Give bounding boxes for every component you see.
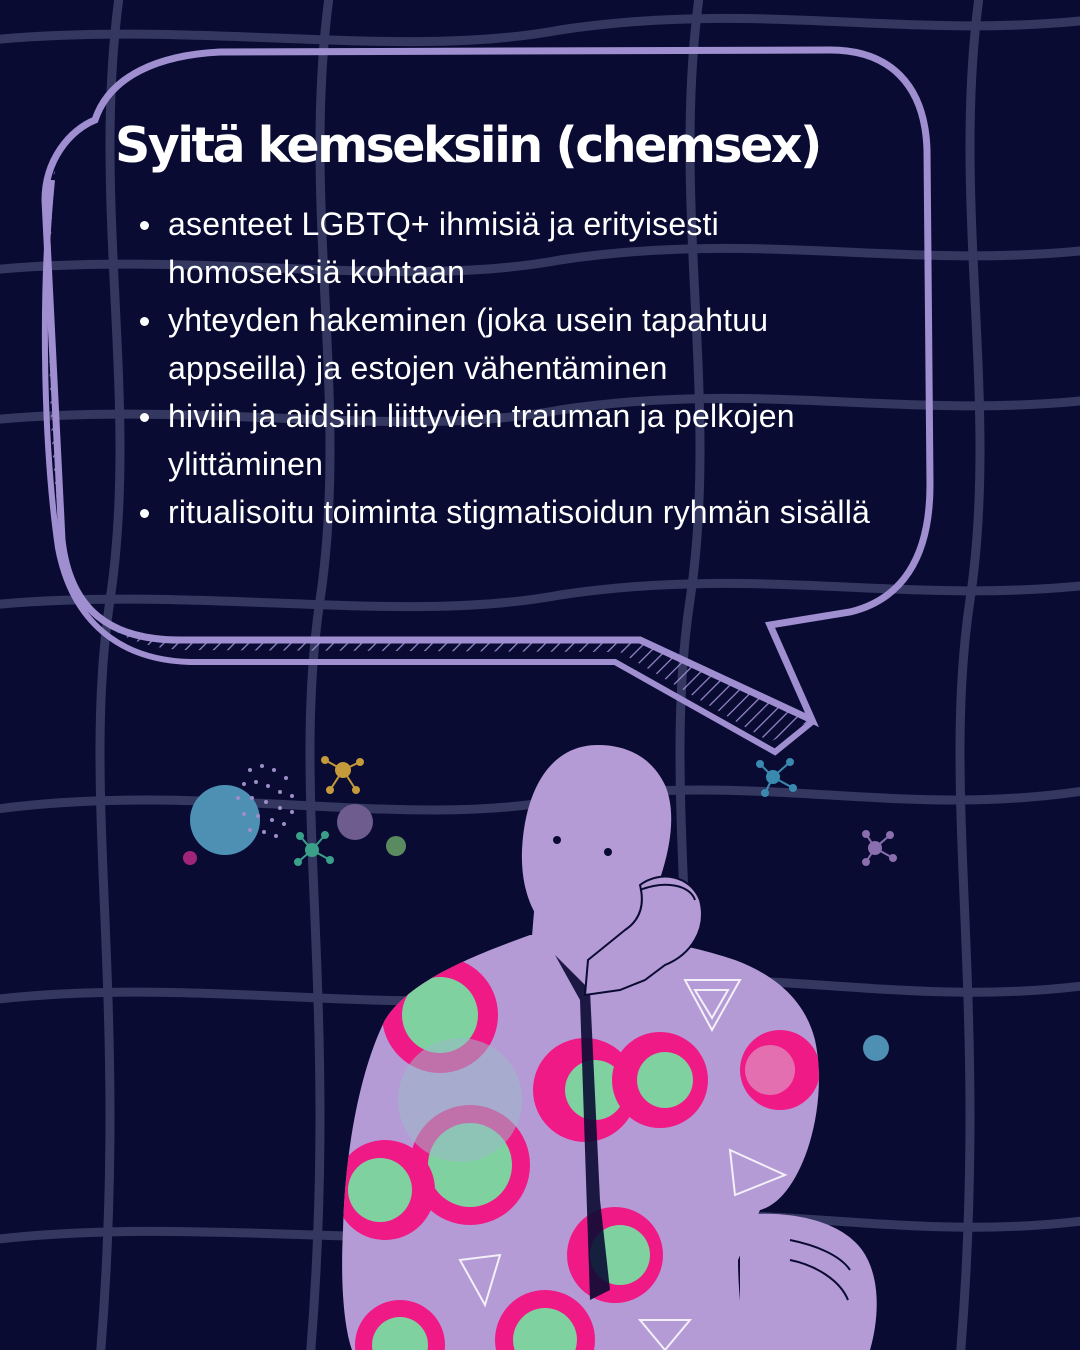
resting-arm (740, 1214, 877, 1350)
list-item (115, 488, 895, 536)
list-item-text: ritualisoitu toiminta stigmatisoidun ryhmän sisällä (168, 494, 871, 531)
eye-left (553, 836, 561, 844)
list-item-text: hiviin ja aidsiin liittyvien trauman ja pelkojen ylittäminen (168, 398, 795, 483)
list-item (115, 200, 895, 296)
bullet-icon (140, 413, 149, 422)
list-item (115, 392, 895, 488)
list-item-text: yhteyden hakeminen (joka usein tapahtuu appseilla) ja estojen vähentäminen (168, 302, 769, 387)
reasons-list (115, 200, 895, 536)
eye-right (604, 848, 612, 856)
page-title: Syitä kemseksiin (chemsex) (115, 117, 820, 174)
list-item-text: asenteet LGBTQ+ ihmisiä ja erityisesti homoseksiä kohtaan (168, 206, 719, 291)
molecule-icon (322, 757, 363, 793)
bullet-icon (140, 509, 149, 518)
thinking-person-illustration (335, 745, 877, 1350)
bullet-icon (140, 221, 149, 230)
list-item (115, 296, 895, 392)
speech-bubble-content (115, 118, 895, 536)
bullet-icon (140, 317, 149, 326)
molecule-icon (863, 831, 896, 865)
